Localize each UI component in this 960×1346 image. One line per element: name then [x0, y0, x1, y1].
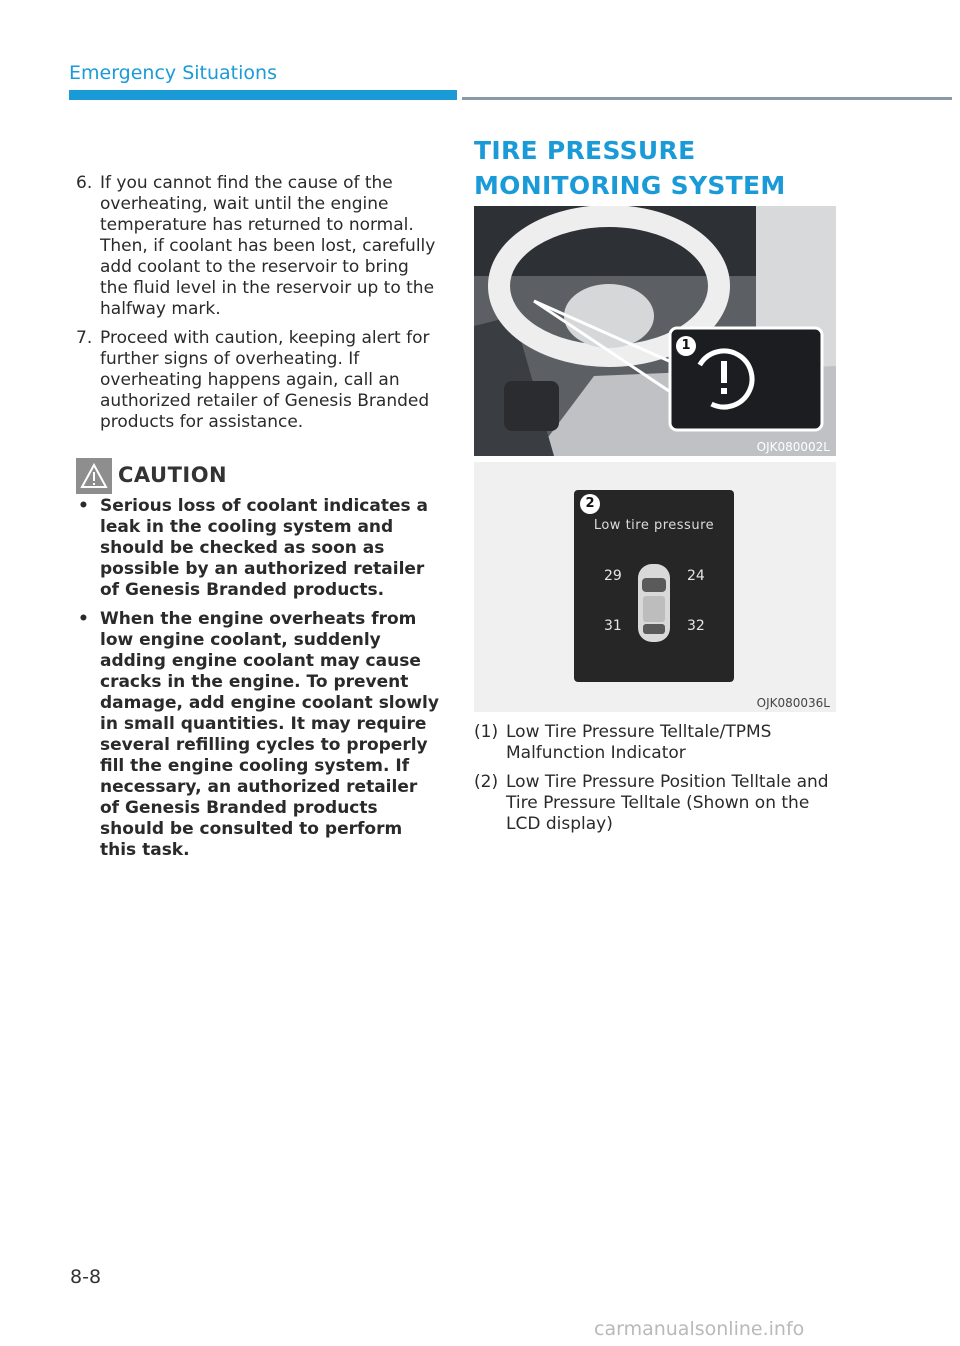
- callout-badge-2: 2: [580, 494, 600, 514]
- step-item: [76, 173, 438, 320]
- tire-pressure-rear-left: 31: [604, 618, 622, 634]
- figure-code: OJK080036L: [756, 696, 830, 710]
- header-accent-bar: [69, 90, 457, 100]
- step-number: 7.: [76, 328, 93, 348]
- section-header-title: Emergency Situations: [69, 62, 277, 84]
- lcd-screen: [574, 490, 734, 682]
- tire-pressure-front-right: 24: [687, 568, 705, 584]
- watermark: carmanualsonline.info: [594, 1318, 805, 1340]
- caution-item: [76, 609, 440, 861]
- tire-pressure-front-left: 29: [604, 568, 622, 584]
- bullet-icon: •: [78, 496, 89, 516]
- legend-text: Low Tire Pressure Position Telltale and Tire Pressure Telltale (Shown on the LCD display): [506, 772, 829, 834]
- caution-item: [76, 496, 440, 601]
- figure-dashboard-photo: [474, 206, 836, 456]
- legend-number: (2): [474, 772, 499, 792]
- steps-list: [76, 173, 438, 441]
- step-item: [76, 328, 438, 433]
- caution-label: CAUTION: [118, 463, 228, 487]
- figure-lcd-display: [474, 462, 836, 712]
- header-rule: [462, 97, 952, 100]
- car-top-view-icon: [634, 562, 674, 644]
- figure-code: OJK080002L: [756, 440, 830, 454]
- step-number: 6.: [76, 173, 93, 193]
- caution-heading: [76, 458, 376, 494]
- caution-triangle-icon: [76, 458, 112, 494]
- section-title: TIRE PRESSURE MONITORING SYSTEM: [474, 136, 786, 200]
- tire-pressure-rear-right: 32: [687, 618, 705, 634]
- dashboard-illustration: [474, 206, 836, 456]
- caution-text: When the engine overheats from low engine coolant, suddenly adding engine coolant may cause cracks in the engine. To prevent damage, add engine coolant slowly in small quantities. It may require several refilling cycles to properly fill the engine cooling system. If necessary, an authorized retailer of Genesis Branded products should be consulted to perform this task.: [100, 609, 439, 860]
- legend-item: [474, 772, 844, 835]
- bullet-icon: •: [78, 609, 89, 629]
- lcd-title: Low tire pressure: [593, 518, 715, 533]
- page-number: 8-8: [70, 1266, 102, 1288]
- legend-text: Low Tire Pressure Telltale/TPMS Malfunction Indicator: [506, 722, 772, 763]
- callout-badge-1: 1: [676, 336, 696, 356]
- caution-text: Serious loss of coolant indicates a leak in the cooling system and should be checked as soon as possible by an authorized retailer of Genesis Branded products.: [100, 496, 428, 600]
- legend-item: [474, 722, 844, 764]
- caution-list: [76, 496, 440, 869]
- figure-legend: [474, 722, 844, 843]
- legend-number: (1): [474, 722, 499, 742]
- step-text: Proceed with caution, keeping alert for further signs of overheating. If overheating happens again, call an authorized retailer of Genesis Branded products for assistance.: [100, 328, 430, 432]
- step-text: If you cannot find the cause of the overheating, wait until the engine temperature has returned to normal. Then, if coolant has been lost, carefully add coolant to the reservoir to bring the fluid level in the reservoir up to the halfway mark.: [100, 173, 436, 319]
